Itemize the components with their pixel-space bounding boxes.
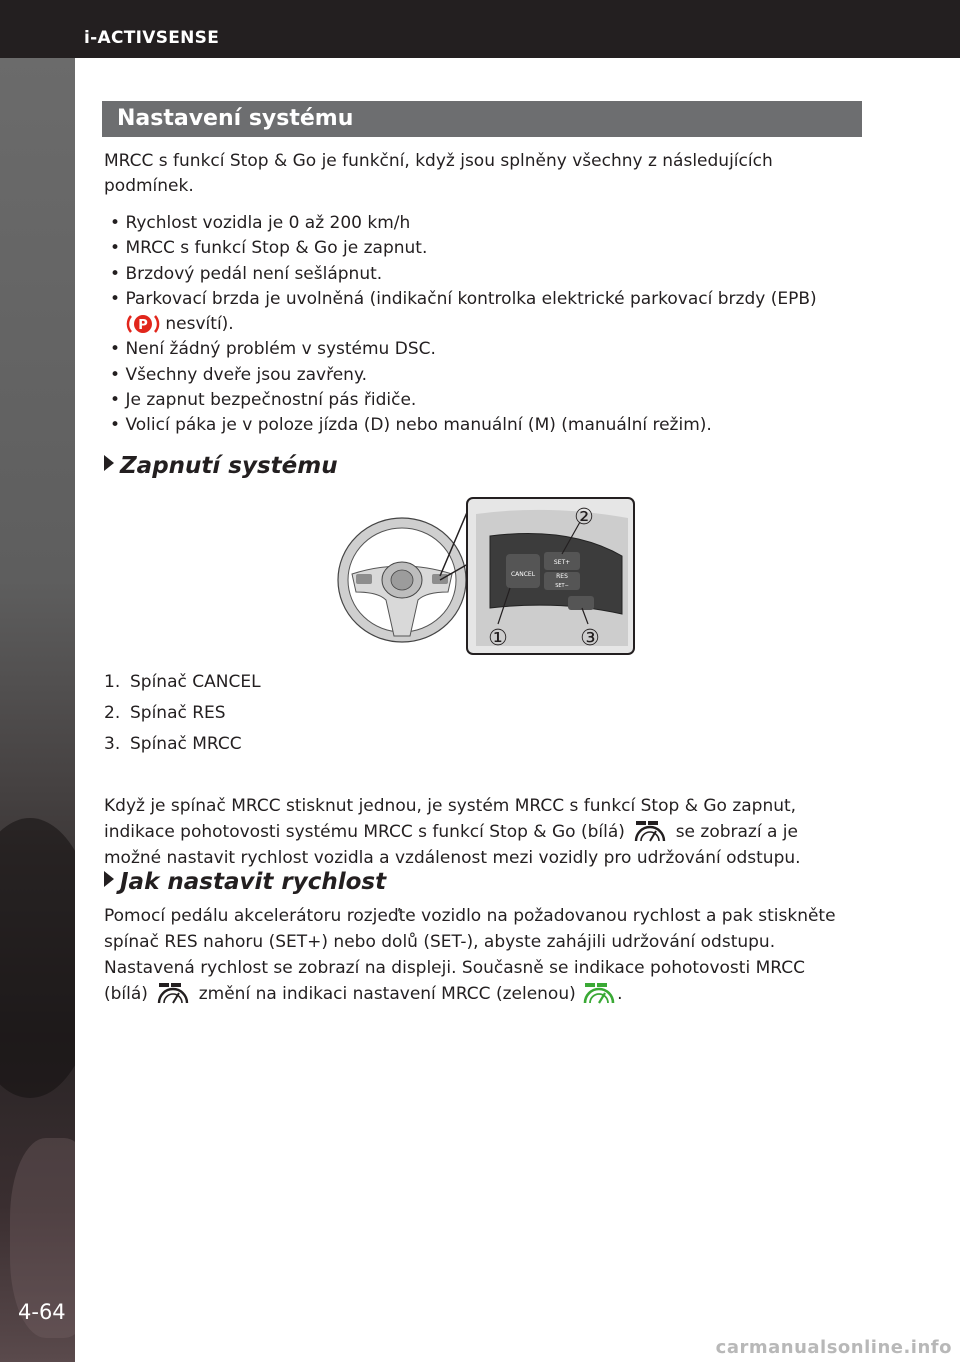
- conditions-list: [110, 211, 817, 439]
- intro-line: podmínek.: [104, 176, 194, 196]
- svg-text:P: P: [138, 318, 148, 334]
- set-minus-label: SET−: [555, 583, 569, 589]
- activation-paragraph: [104, 793, 801, 871]
- heading-marker-icon: [104, 455, 114, 471]
- subsection-heading: [104, 453, 338, 479]
- item-number: 2.: [104, 703, 121, 723]
- page-number: 4-64: [18, 1300, 66, 1324]
- paragraph-text: .: [617, 984, 623, 1004]
- mrcc-set-green-icon: [581, 981, 617, 1007]
- top-header-bar: [0, 0, 960, 58]
- list-item: • Všechny dveře jsou zavřeny.: [110, 363, 817, 388]
- paragraph-text: indikace pohotovosti systému MRCC s funkcí Stop & Go (bílá): [104, 822, 625, 842]
- steering-wheel-illustration: [338, 518, 466, 642]
- switch-list: [104, 667, 261, 760]
- header-title: i-ACTIVSENSE: [84, 28, 220, 48]
- item-text: Spínač RES: [130, 703, 226, 723]
- paragraph-line: Nastavená rychlost se zobrazí na displeji. Současně se indikace pohotovosti MRCC: [104, 958, 805, 978]
- switch-detail-inset: [467, 498, 634, 654]
- item-text: Spínač CANCEL: [130, 672, 261, 692]
- paragraph-text: se zobrazí a je: [675, 822, 798, 842]
- item-number: 1.: [104, 672, 121, 692]
- steering-wheel-figure: [330, 496, 636, 656]
- paragraph-text: (bílá): [104, 984, 148, 1004]
- list-item: [104, 729, 261, 760]
- section-title: Nastavení systému: [117, 106, 354, 131]
- list-item: • Není žádný problém v systému DSC.: [110, 337, 817, 362]
- list-item-text: nesvítí).: [165, 314, 234, 335]
- list-item: • MRCC s funkcí Stop & Go je zapnut.: [110, 236, 817, 261]
- list-item-continuation: [110, 312, 817, 337]
- section-title-bar: [102, 101, 862, 137]
- list-item: [104, 667, 261, 698]
- list-item: • Parkovací brzda je uvolněná (indikační kontrolka elektrické parkovací brzdy (EPB): [110, 287, 817, 312]
- list-item: • Volicí páka je v poloze jízda (D) nebo manuální (M) (manuální režim).: [110, 413, 817, 438]
- callout-3: ③: [580, 626, 600, 651]
- left-photo-strip: [0, 58, 75, 1362]
- heading-marker-icon: [104, 871, 114, 887]
- list-item: [104, 698, 261, 729]
- speed-set-paragraph: [104, 903, 836, 1007]
- paragraph-line: Když je spínač MRCC stisknut jednou, je systém MRCC s funkcí Stop & Go zapnut,: [104, 796, 797, 816]
- intro-line: MRCC s funkcí Stop & Go je funkční, když jsou splněny všechny z následujících: [104, 151, 773, 171]
- set-plus-label: SET+: [553, 559, 571, 566]
- paragraph-line: Pomocí pedálu akcelerátoru rozjeďte vozidlo na požadovanou rychlost a pak stiskněte: [104, 906, 836, 926]
- paragraph-line: [104, 981, 836, 1007]
- mrcc-standby-white-icon: [153, 981, 193, 1007]
- watermark: carmanualsonline.info: [715, 1337, 952, 1358]
- list-item: • Rychlost vozidla je 0 až 200 km/h: [110, 211, 817, 236]
- subsection-title: Zapnutí systému: [120, 453, 338, 479]
- subsection-title: Jak nastavit rychlost: [120, 869, 387, 895]
- intro-paragraph: [104, 149, 773, 199]
- subsection-heading: [104, 869, 386, 895]
- photo-shape: [0, 818, 75, 1098]
- list-item: • Je zapnut bezpečnostní pás řidiče.: [110, 388, 817, 413]
- paragraph-line: spínač RES nahoru (SET+) nebo dolů (SET-), abyste zahájili udržování odstupu.: [104, 932, 776, 952]
- paragraph-line: možné nastavit rychlost vozidla a vzdálenost mezi vozidly pro udržování odstupu.: [104, 848, 801, 868]
- item-text: Spínač MRCC: [130, 734, 242, 754]
- callout-2: ②: [574, 505, 594, 530]
- cancel-label: CANCEL: [510, 571, 536, 578]
- res-label: RES: [556, 573, 568, 580]
- callout-1: ①: [488, 626, 508, 651]
- epb-warning-icon: [126, 312, 160, 336]
- item-number: 3.: [104, 734, 121, 754]
- paragraph-text: změní na indikaci nastavení MRCC (zelenou): [198, 984, 576, 1004]
- paragraph-line: [104, 819, 801, 845]
- mrcc-standby-white-icon: [630, 819, 670, 845]
- list-item: • Brzdový pedál není sešlápnut.: [110, 262, 817, 287]
